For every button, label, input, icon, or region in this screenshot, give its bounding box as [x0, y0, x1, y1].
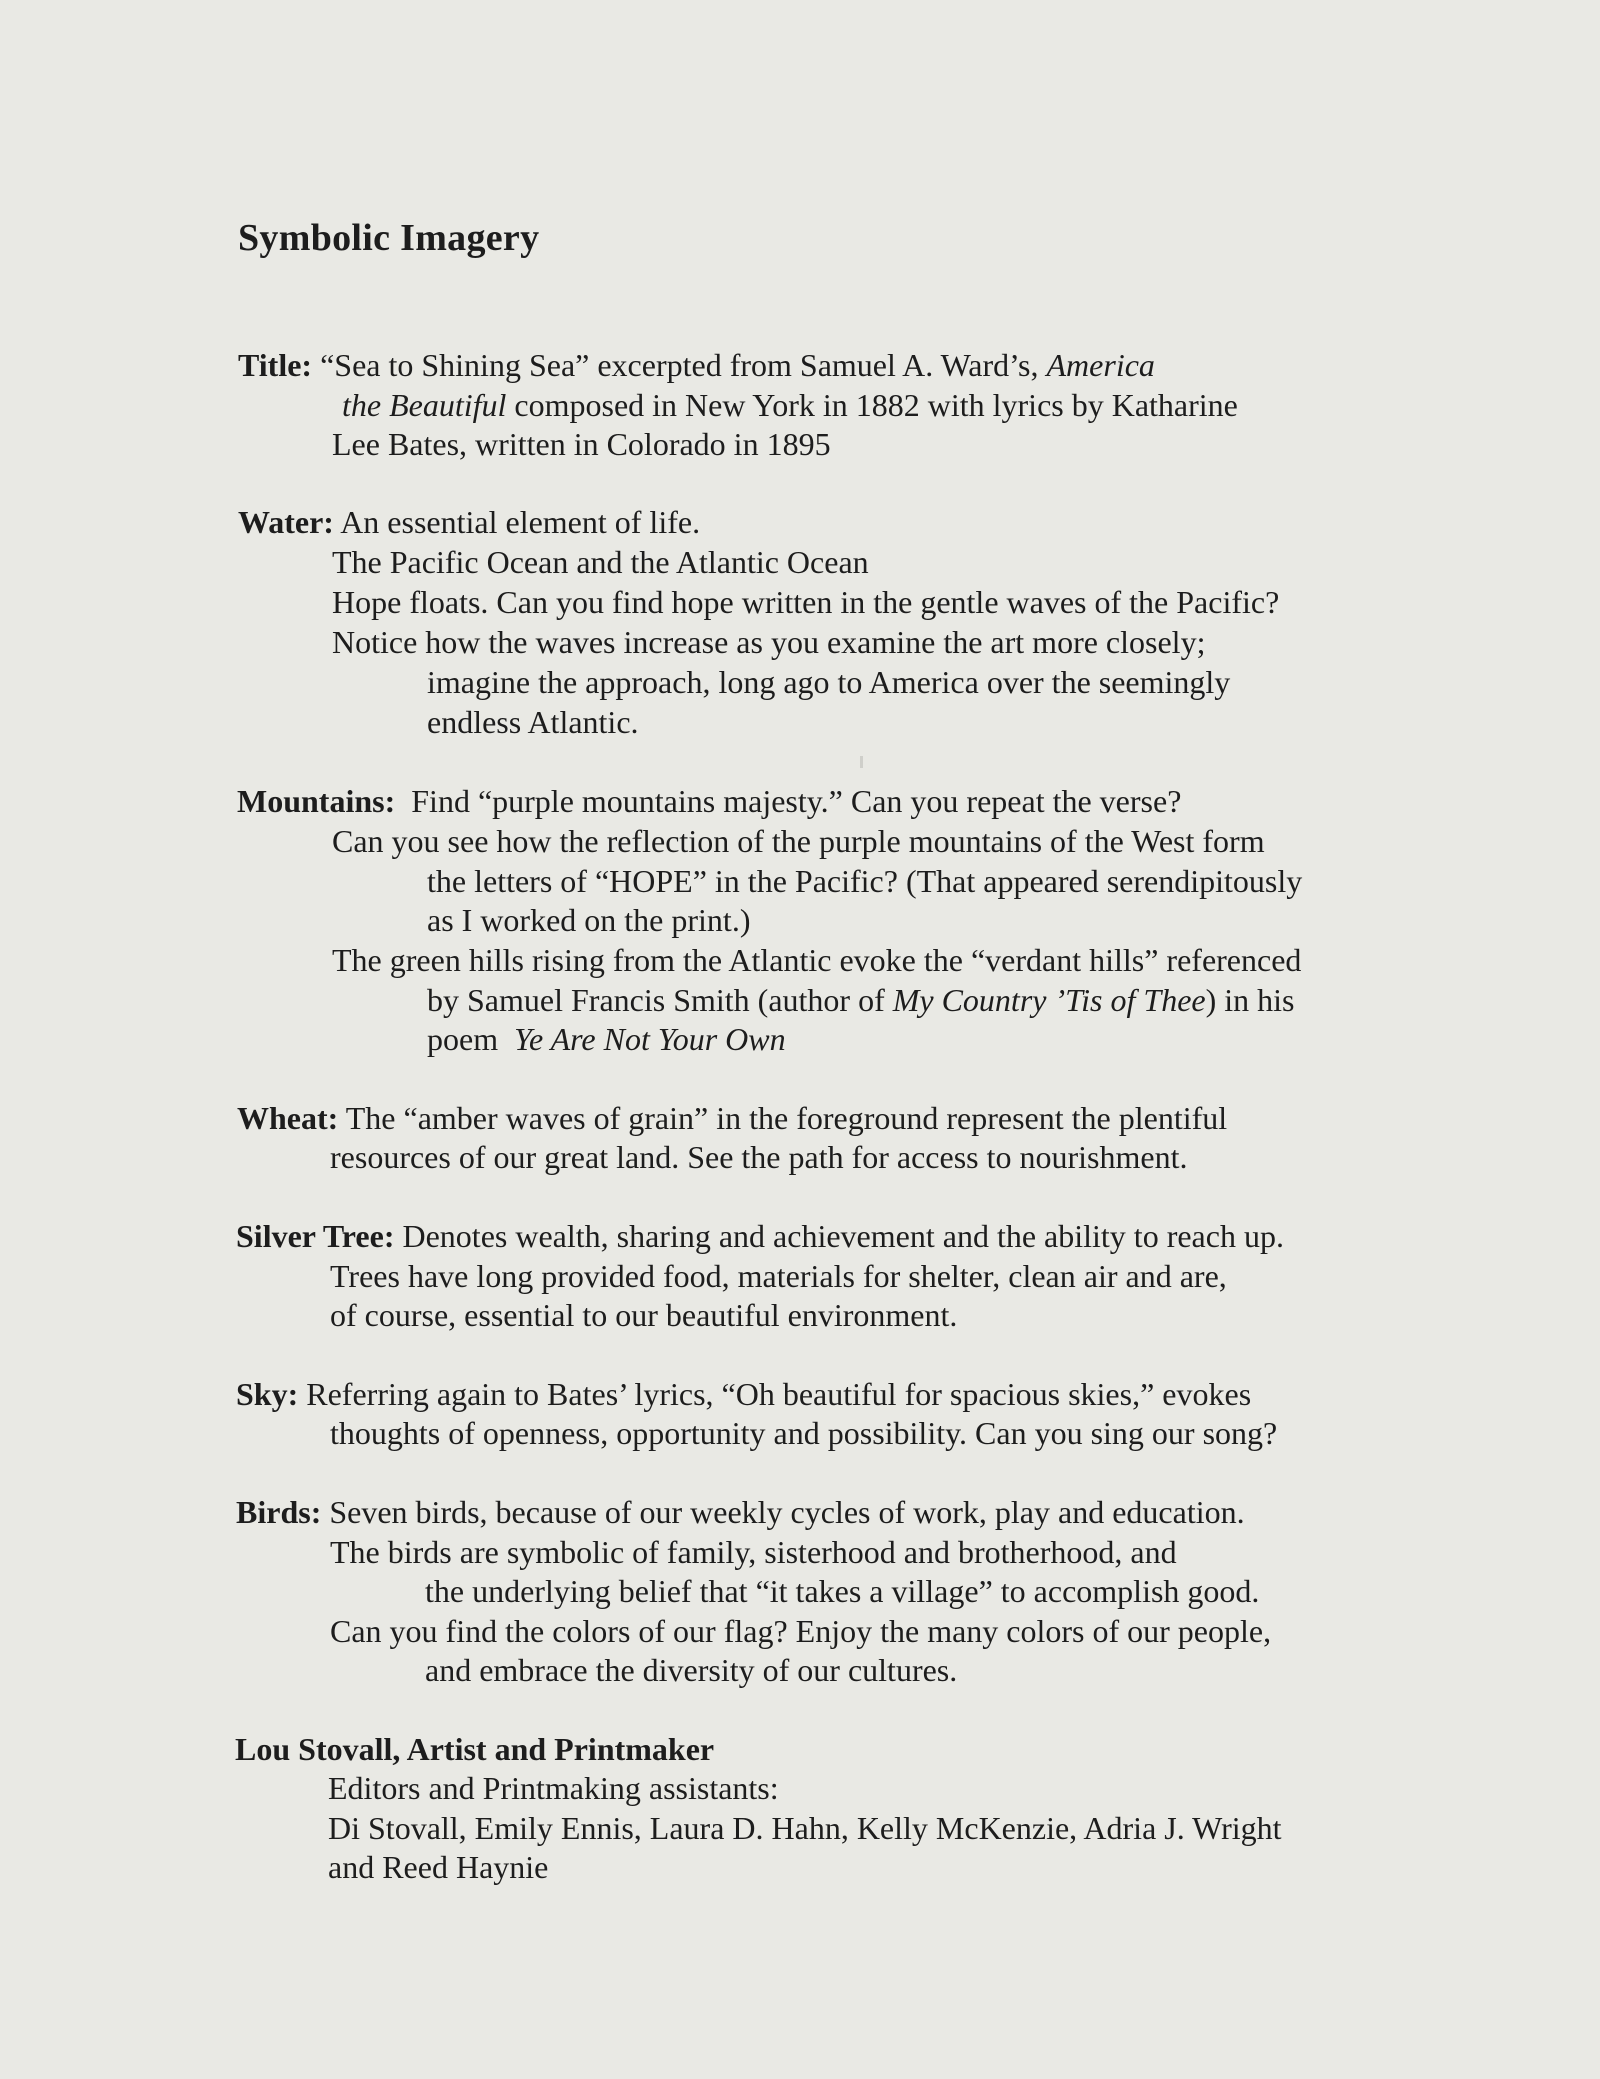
mountains-line-2: Can you see how the reflection of the purple mountains of the West form	[332, 823, 1265, 859]
title-text-1-italic: America	[1046, 347, 1155, 383]
paper-speck	[860, 756, 863, 768]
title-line-3: Lee Bates, written in Colorado in 1895	[332, 426, 831, 462]
mountains-text-6-italic: My Country ’Tis of Thee	[892, 982, 1206, 1018]
mountains-text-1: Find “purple mountains majesty.” Can you repeat the verse?	[411, 783, 1182, 819]
sky-label: Sky:	[236, 1376, 299, 1412]
birds-line-3: the underlying belief that “it takes a village” to accomplish good.	[425, 1573, 1260, 1609]
birds-line-1	[236, 1492, 1245, 1532]
birds-line-4: Can you find the colors of our flag? Enjoy the many colors of our people,	[330, 1613, 1272, 1649]
birds-label: Birds:	[236, 1494, 322, 1530]
water-line-3: Hope floats. Can you find hope written in the gentle waves of the Pacific?	[332, 584, 1280, 620]
mountains-line-6	[427, 980, 1294, 1020]
water-line-4: Notice how the waves increase as you examine the art more closely;	[332, 624, 1206, 660]
title-text-2: composed in New York in 1882 with lyrics by Katharine	[506, 387, 1238, 423]
birds-line-5: and embrace the diversity of our cultures.	[425, 1652, 958, 1688]
title-line-1	[238, 345, 1155, 385]
water-line-5: imagine the approach, long ago to America over the seemingly	[427, 664, 1231, 700]
wheat-line-2: resources of our great land. See the path for access to nourishment.	[330, 1139, 1188, 1175]
title-label: Title:	[238, 347, 313, 383]
sky-text-1: Referring again to Bates’ lyrics, “Oh beautiful for spacious skies,” evokes	[306, 1376, 1252, 1412]
wheat-line-1	[237, 1098, 1227, 1138]
mountains-line-7	[427, 1019, 786, 1059]
water-line-1	[238, 502, 700, 542]
wheat-label: Wheat:	[237, 1100, 339, 1136]
page-title: Symbolic Imagery	[238, 217, 540, 259]
birds-line-2: The birds are symbolic of family, sisterhood and brotherhood, and	[330, 1534, 1177, 1570]
title-line-2	[342, 385, 1238, 425]
sky-line-2: thoughts of openness, opportunity and possibility. Can you sing our song?	[330, 1415, 1278, 1451]
sky-line-1	[236, 1374, 1251, 1414]
water-line-6: endless Atlantic.	[427, 704, 639, 740]
water-label: Water:	[238, 504, 334, 540]
mountains-label: Mountains:	[237, 783, 396, 819]
credits-line-1: Editors and Printmaking assistants:	[328, 1770, 779, 1806]
title-text-1: “Sea to Shining Sea” excerpted from Samuel A. Ward’s,	[320, 347, 1047, 383]
mountains-line-3: the letters of “HOPE” in the Pacific? (That appeared serendipitously	[427, 863, 1303, 899]
mountains-text-6a: by Samuel Francis Smith (author of	[427, 982, 893, 1018]
silver-tree-text-1: Denotes wealth, sharing and achievement and the ability to reach up.	[402, 1218, 1284, 1254]
silver-tree-line-3: of course, essential to our beautiful environment.	[330, 1297, 958, 1333]
mountains-text-7a: poem	[427, 1021, 515, 1057]
credits-line-3: and Reed Haynie	[328, 1849, 549, 1885]
water-line-2: The Pacific Ocean and the Atlantic Ocean	[332, 544, 869, 580]
mountains-text-7-italic: Ye Are Not Your Own	[514, 1021, 786, 1057]
wheat-text-1: The “amber waves of grain” in the foreground represent the plentiful	[345, 1100, 1228, 1136]
silver-tree-line-2: Trees have long provided food, materials for shelter, clean air and are,	[330, 1258, 1227, 1294]
silver-tree-label: Silver Tree:	[236, 1218, 395, 1254]
credits-line-2: Di Stovall, Emily Ennis, Laura D. Hahn, Kelly McKenzie, Adria J. Wright	[328, 1810, 1282, 1846]
artist-credit: Lou Stovall, Artist and Printmaker	[235, 1731, 715, 1767]
silver-tree-line-1	[236, 1216, 1284, 1256]
mountains-line-1	[237, 781, 1181, 821]
mountains-line-4: as I worked on the print.)	[427, 902, 751, 938]
mountains-text-6c: ) in his	[1205, 982, 1295, 1018]
birds-text-1: Seven birds, because of our weekly cycles of work, play and education.	[329, 1494, 1245, 1530]
water-text-1: An essential element of life.	[340, 504, 701, 540]
title-text-2-italic: the Beautiful	[342, 387, 507, 423]
mountains-line-5: The green hills rising from the Atlantic evoke the “verdant hills” referenced	[332, 942, 1302, 978]
